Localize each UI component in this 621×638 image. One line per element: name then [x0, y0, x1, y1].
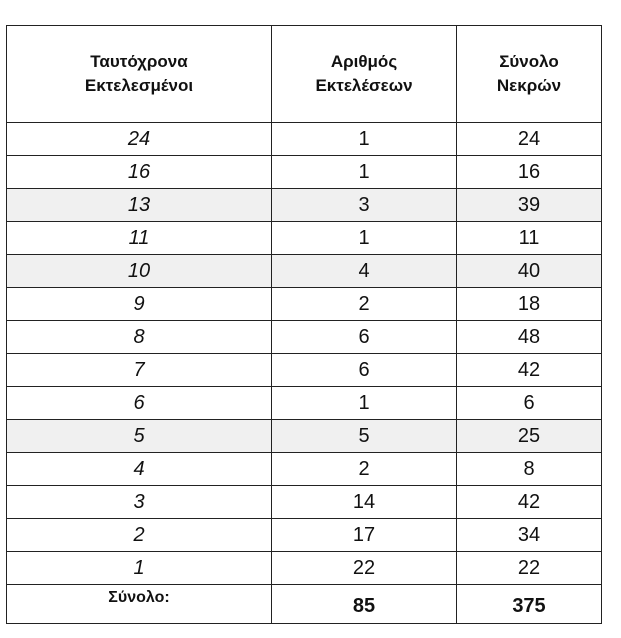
cell-executed-together: 2 — [7, 519, 272, 552]
cell-executed-together: 8 — [7, 321, 272, 354]
cell-executions: 22 — [272, 552, 457, 585]
header-row — [7, 26, 602, 123]
cell-executed-together: 13 — [7, 189, 272, 222]
cell-executed-together: 1 — [7, 552, 272, 585]
table-row — [7, 420, 602, 453]
cell-total-dead: 40 — [457, 255, 602, 288]
cell-total-dead: 34 — [457, 519, 602, 552]
cell-executions: 4 — [272, 255, 457, 288]
header-total-dead: Σύνολο Νεκρών — [457, 26, 602, 123]
cell-executions: 14 — [272, 486, 457, 519]
cell-total-dead: 24 — [457, 123, 602, 156]
cell-executions: 1 — [272, 156, 457, 189]
cell-executions: 1 — [272, 222, 457, 255]
cell-executed-together: 10 — [7, 255, 272, 288]
cell-total-dead: 6 — [457, 387, 602, 420]
table-row — [7, 123, 602, 156]
table-row — [7, 321, 602, 354]
cell-executed-together: 7 — [7, 354, 272, 387]
cell-executed-together: 4 — [7, 453, 272, 486]
cell-total-dead: 42 — [457, 486, 602, 519]
table-row — [7, 288, 602, 321]
table-row — [7, 189, 602, 222]
cell-total-dead: 22 — [457, 552, 602, 585]
cell-executions: 6 — [272, 321, 457, 354]
cell-total-dead: 16 — [457, 156, 602, 189]
header-executed-together: Ταυτόχρονα Εκτελεσμένοι — [7, 26, 272, 123]
cell-executions: 1 — [272, 387, 457, 420]
table-row — [7, 354, 602, 387]
cell-executions: 3 — [272, 189, 457, 222]
table-row — [7, 222, 602, 255]
dead-total: 375 — [457, 585, 602, 624]
totals-label: Σύνολο: — [7, 585, 272, 624]
cell-executions: 1 — [272, 123, 457, 156]
cell-executions: 17 — [272, 519, 457, 552]
table-row — [7, 156, 602, 189]
executions-total: 85 — [272, 585, 457, 624]
cell-executions: 2 — [272, 453, 457, 486]
cell-executed-together: 3 — [7, 486, 272, 519]
cell-total-dead: 48 — [457, 321, 602, 354]
totals-row — [7, 585, 602, 624]
table-row — [7, 552, 602, 585]
cell-executed-together: 5 — [7, 420, 272, 453]
table-row — [7, 255, 602, 288]
table-body — [7, 123, 602, 585]
table-row — [7, 453, 602, 486]
cell-total-dead: 42 — [457, 354, 602, 387]
cell-total-dead: 25 — [457, 420, 602, 453]
cell-executed-together: 24 — [7, 123, 272, 156]
cell-total-dead: 8 — [457, 453, 602, 486]
table-row — [7, 486, 602, 519]
cell-executed-together: 9 — [7, 288, 272, 321]
cell-executed-together: 11 — [7, 222, 272, 255]
table-row — [7, 387, 602, 420]
table-row — [7, 519, 602, 552]
cell-executions: 2 — [272, 288, 457, 321]
cell-executions: 5 — [272, 420, 457, 453]
cell-total-dead: 18 — [457, 288, 602, 321]
cell-total-dead: 11 — [457, 222, 602, 255]
header-executions: Αριθμός Εκτελέσεων — [272, 26, 457, 123]
cell-total-dead: 39 — [457, 189, 602, 222]
cell-executions: 6 — [272, 354, 457, 387]
executions-table — [6, 25, 602, 624]
cell-executed-together: 16 — [7, 156, 272, 189]
cell-executed-together: 6 — [7, 387, 272, 420]
